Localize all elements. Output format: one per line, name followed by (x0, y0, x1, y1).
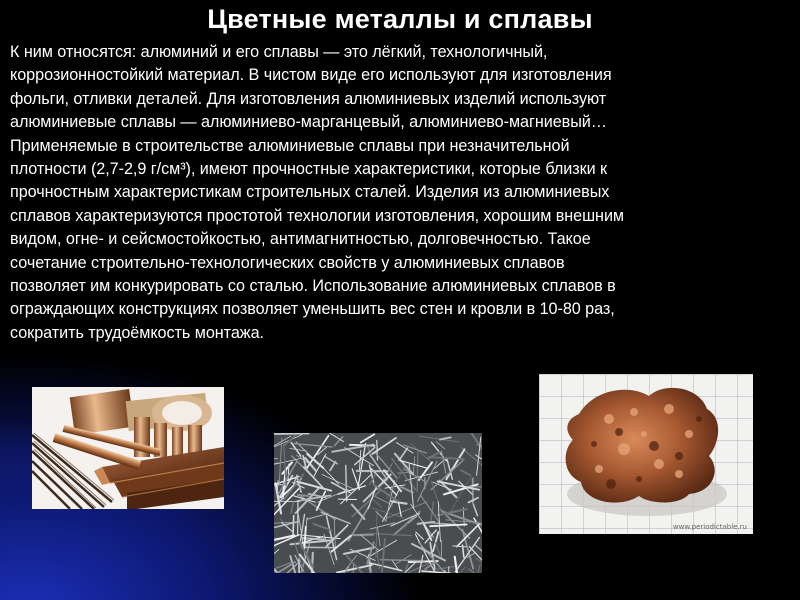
copper-rods-photo (32, 387, 224, 509)
metal-shavings-photo (274, 433, 482, 573)
slide-body-text: К ним относятся: алюминий и его сплавы — это лёгкий, технологичный, коррозионностойкий материал. В чистом виде его используют для изготовления фольги, отливки деталей. Для изготовления алюминиевых изделий используют алюминиевые сплавы — алюминиево-марганцевый, алюминиево-магниевый… Применяемые в строительстве алюминиевые сплавы при незначительной плотности (2,7-2,9 г/см³), имеют прочностные характеристики, которые близки к прочностным характеристикам строительных сталей. Изделия из алюминиевых сплавов характеризуются простотой технологии изготовления, хорошим внешним видом, огне- и сейсмостойкостью, антимагнитностью, долговечностью. Такое сочетание строительно-технологических свойств у алюминиевых сплавов позволяет им конкурировать со сталью. Использование алюминиевых сплавов в ограждающих конструкциях позволяет уменьшить вес стен и кровли в 10-80 раз, сократить трудоёмкость монтажа. (10, 43, 625, 342)
nugget-watermark: www.periodictable.ru (672, 523, 747, 531)
copper-nugget-photo (539, 374, 753, 534)
slide-title: Цветные металлы и сплавы (207, 4, 593, 34)
